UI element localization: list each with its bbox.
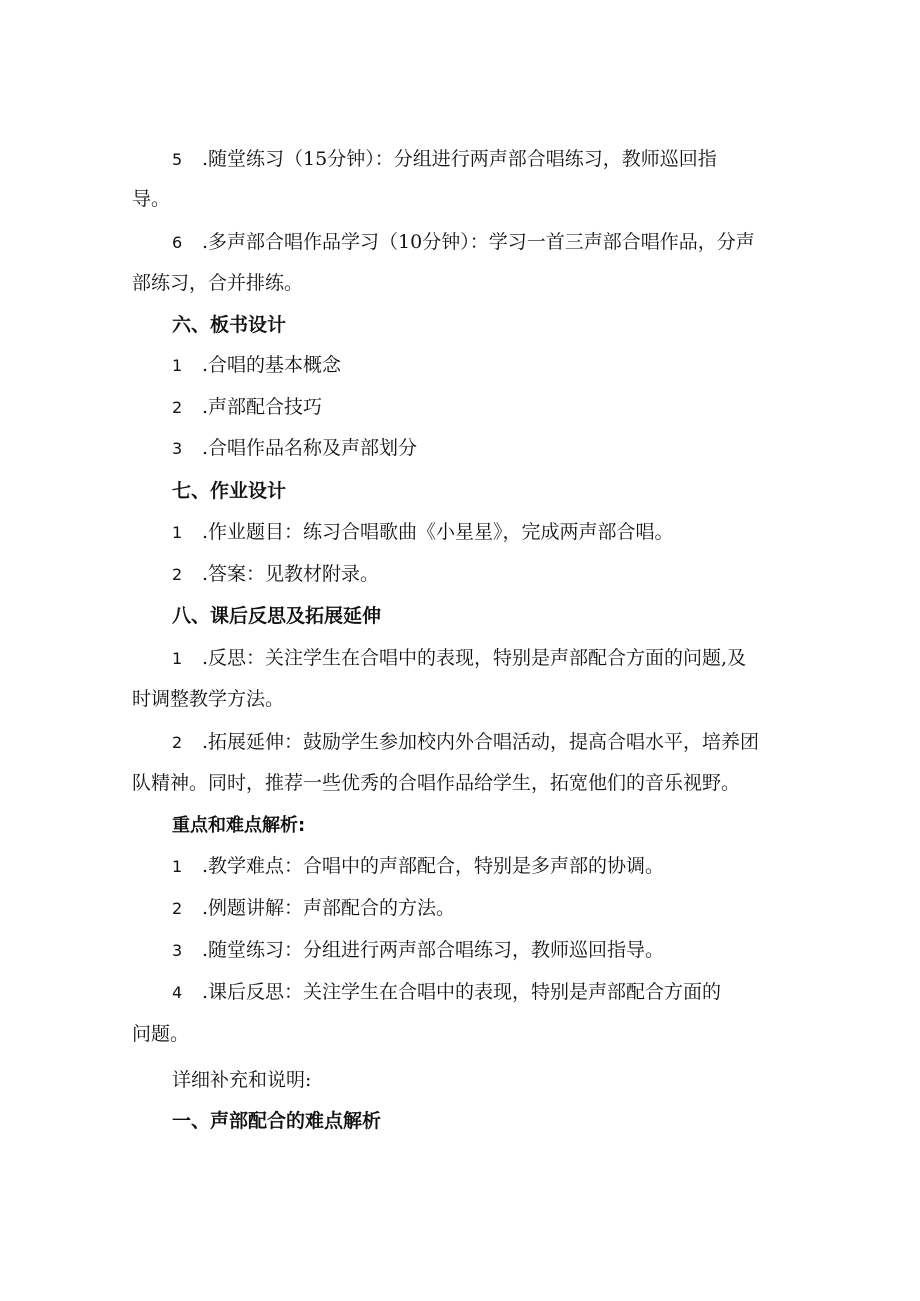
board-item-1 xyxy=(172,352,832,379)
section-heading-board-design: 六、板书设计 xyxy=(172,314,287,336)
homework-item-2 xyxy=(172,561,832,588)
key-point-item-2 xyxy=(172,895,832,922)
item-text: .教学难点：合唱中的声部配合，特别是多声部的协调。 xyxy=(202,855,665,877)
section-heading-supplement: 详细补充和说明: xyxy=(172,1069,312,1091)
reflection-item-1 xyxy=(172,645,832,672)
item-number: 2 xyxy=(172,733,183,752)
item-number: 5 xyxy=(172,150,183,169)
item-number: 1 xyxy=(172,857,183,876)
item-text: .作业题目：练习合唱歌曲《小星星》，完成两声部合唱。 xyxy=(202,521,674,543)
item-text: 问题。 xyxy=(132,1023,190,1045)
list-item-6-work-study xyxy=(172,229,832,256)
reflection-item-2 xyxy=(172,729,832,756)
section-heading-reflection: 八、课后反思及拓展延伸 xyxy=(172,605,382,627)
item-number: 4 xyxy=(172,983,183,1002)
item-number: 1 xyxy=(172,356,183,375)
section-heading-homework: 七、作业设计 xyxy=(172,480,287,502)
item-text: 队精神。同时，推荐一些优秀的合唱作品给学生，拓宽他们的音乐视野。 xyxy=(132,772,741,794)
item-number: 2 xyxy=(172,565,183,584)
item-text: 时调整教学方法。 xyxy=(132,688,285,710)
key-point-item-3 xyxy=(172,937,832,964)
item-text: .随堂练习（15分钟）：分组进行两声部合唱练习，教师巡回指 xyxy=(202,148,717,170)
list-item-5-practice xyxy=(172,146,832,173)
item-number: 2 xyxy=(172,899,183,918)
key-point-item-4-continuation xyxy=(132,1021,792,1047)
item-text: .答案：见教材附录。 xyxy=(202,563,380,585)
homework-item-1 xyxy=(172,519,832,546)
item-text: .拓展延伸：鼓励学生参加校内外合唱活动，提高合唱水平，培养团 xyxy=(202,731,760,753)
item-number: 2 xyxy=(172,398,183,417)
section-heading-voice-difficulty: 一、声部配合的难点解析 xyxy=(172,1110,382,1132)
list-item-5-continuation xyxy=(132,186,792,212)
item-number: 3 xyxy=(172,941,183,960)
reflection-item-1-continuation xyxy=(132,686,792,712)
board-item-2 xyxy=(172,394,832,421)
item-text: .例题讲解：声部配合的方法。 xyxy=(202,897,456,919)
list-item-6-continuation xyxy=(132,270,792,296)
item-number: 1 xyxy=(172,523,183,542)
item-text: .反思：关注学生在合唱中的表现，特别是声部配合方面的问题,及 xyxy=(202,647,747,669)
section-heading-key-points: 重点和难点解析: xyxy=(172,815,306,836)
item-number: 6 xyxy=(172,233,183,252)
item-text: 部练习，合并排练。 xyxy=(132,272,304,294)
item-number: 1 xyxy=(172,649,183,668)
key-point-item-1 xyxy=(172,853,832,880)
board-item-3 xyxy=(172,435,832,462)
item-text: 导。 xyxy=(132,188,171,210)
item-text: .多声部合唱作品学习（10分钟）：学习一首三声部合唱作品，分声 xyxy=(202,231,755,253)
item-text: .随堂练习：分组进行两声部合唱练习，教师巡回指导。 xyxy=(202,939,665,961)
item-text: .声部配合技巧 xyxy=(202,396,323,418)
item-number: 3 xyxy=(172,439,183,458)
item-text: .合唱的基本概念 xyxy=(202,354,342,376)
reflection-item-2-continuation xyxy=(132,770,792,796)
item-text: .课后反思：关注学生在合唱中的表现，特别是声部配合方面的 xyxy=(202,981,722,1003)
key-point-item-4 xyxy=(172,979,832,1006)
item-text: .合唱作品名称及声部划分 xyxy=(202,437,418,459)
